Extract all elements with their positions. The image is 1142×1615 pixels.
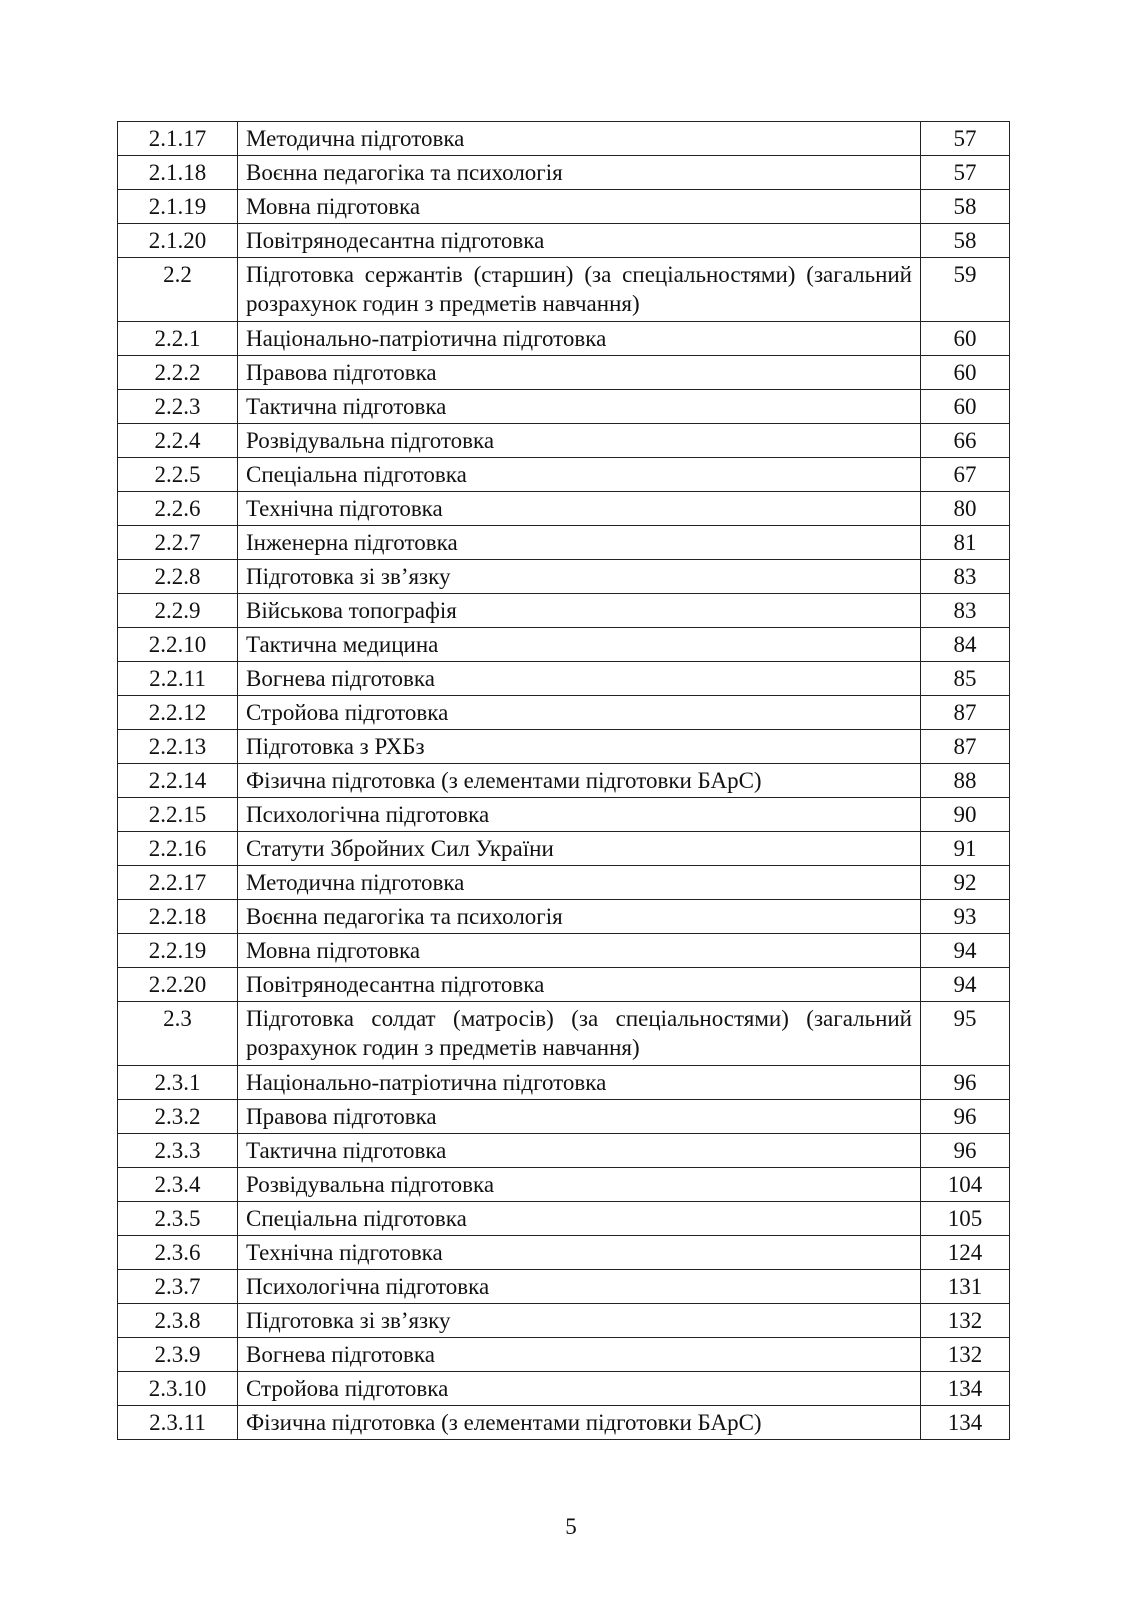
page-number: 5 [565,1514,577,1539]
section-title-cell: Розвідувальна підготовка [238,424,921,458]
section-number-cell: 2.3.11 [118,1406,238,1440]
table-row [118,322,1010,356]
section-number-cell: 2.2.11 [118,662,238,696]
section-title-cell: Військова топографія [238,594,921,628]
section-title-cell: Тактична підготовка [238,1134,921,1168]
section-number-cell: 2.2.6 [118,492,238,526]
section-number-cell: 2.3.6 [118,1236,238,1270]
table-row [118,224,1010,258]
section-number-cell: 2.3 [118,1002,238,1066]
table-row [118,1338,1010,1372]
page-number-cell: 81 [921,526,1010,560]
table-row [118,1202,1010,1236]
section-title-cell: Методична підготовка [238,122,921,156]
table-row [118,458,1010,492]
page-number-cell: 131 [921,1270,1010,1304]
page-number-cell: 94 [921,968,1010,1002]
table-row [118,258,1010,322]
section-title-cell: Правова підготовка [238,1100,921,1134]
table-row [118,968,1010,1002]
page-number-cell: 95 [921,1002,1010,1066]
section-title-cell: Правова підготовка [238,356,921,390]
page-number-cell: 58 [921,190,1010,224]
section-number-cell: 2.2.15 [118,798,238,832]
section-title-cell: Інженерна підготовка [238,526,921,560]
page-number-cell: 67 [921,458,1010,492]
page-number-cell: 124 [921,1236,1010,1270]
page-number-cell: 87 [921,696,1010,730]
section-number-cell: 2.1.17 [118,122,238,156]
section-title-cell: Підготовка з РХБз [238,730,921,764]
table-row [118,900,1010,934]
table-row [118,1134,1010,1168]
page-number-cell: 88 [921,764,1010,798]
section-number-cell: 2.1.20 [118,224,238,258]
page-number-cell: 96 [921,1134,1010,1168]
page-number-cell: 105 [921,1202,1010,1236]
section-number-cell: 2.2.8 [118,560,238,594]
section-title-cell: Національно-патріотична підготовка [238,322,921,356]
table-row [118,1372,1010,1406]
section-title-cell: Повітрянодесантна підготовка [238,968,921,1002]
section-title-cell: Підготовка сержантів (старшин) (за спеціальностями) (загальний розрахунок годин з предметів навчання) [238,258,921,322]
section-title-cell: Воєнна педагогіка та психологія [238,900,921,934]
section-number-cell: 2.2.12 [118,696,238,730]
page-number-cell: 85 [921,662,1010,696]
section-number-cell: 2.3.8 [118,1304,238,1338]
page-number-cell: 93 [921,900,1010,934]
section-title-cell: Мовна підготовка [238,934,921,968]
section-title-cell: Національно-патріотична підготовка [238,1066,921,1100]
section-title-cell: Мовна підготовка [238,190,921,224]
section-number-cell: 2.2.2 [118,356,238,390]
section-title-cell: Підготовка солдат (матросів) (за спеціальностями) (загальний розрахунок годин з предметів навчання) [238,1002,921,1066]
section-number-cell: 2.2.13 [118,730,238,764]
table-row [118,696,1010,730]
section-number-cell: 2.2.19 [118,934,238,968]
page-number-cell: 80 [921,492,1010,526]
section-number-cell: 2.2.10 [118,628,238,662]
section-title-cell: Психологічна підготовка [238,1270,921,1304]
page-number-cell: 94 [921,934,1010,968]
section-number-cell: 2.2.20 [118,968,238,1002]
table-row [118,390,1010,424]
table-row [118,492,1010,526]
table-row [118,934,1010,968]
section-title-cell: Тактична підготовка [238,390,921,424]
table-row [118,764,1010,798]
page-number-cell: 57 [921,122,1010,156]
page-number-cell: 60 [921,322,1010,356]
page-number-cell: 96 [921,1066,1010,1100]
section-number-cell: 2.2.18 [118,900,238,934]
section-number-cell: 2.3.4 [118,1168,238,1202]
section-number-cell: 2.3.1 [118,1066,238,1100]
table-row [118,424,1010,458]
table-row [118,1066,1010,1100]
table-row [118,1304,1010,1338]
section-number-cell: 2.2.17 [118,866,238,900]
table-row [118,594,1010,628]
section-number-cell: 2.3.5 [118,1202,238,1236]
page-number-cell: 83 [921,594,1010,628]
table-row [118,156,1010,190]
section-number-cell: 2.3.10 [118,1372,238,1406]
table-row [118,560,1010,594]
section-title-cell: Технічна підготовка [238,1236,921,1270]
section-title-cell: Статути Збройних Сил України [238,832,921,866]
table-row [118,662,1010,696]
section-title-cell: Технічна підготовка [238,492,921,526]
table-row [118,832,1010,866]
page-number-cell: 134 [921,1406,1010,1440]
table-row [118,1236,1010,1270]
section-number-cell: 2.2 [118,258,238,322]
page-number-cell: 87 [921,730,1010,764]
section-number-cell: 2.1.19 [118,190,238,224]
page-number-cell: 83 [921,560,1010,594]
page-number-cell: 58 [921,224,1010,258]
section-number-cell: 2.2.3 [118,390,238,424]
section-number-cell: 2.2.7 [118,526,238,560]
table-row [118,866,1010,900]
section-number-cell: 2.2.9 [118,594,238,628]
table-row [118,190,1010,224]
section-number-cell: 2.3.7 [118,1270,238,1304]
section-title-cell: Методична підготовка [238,866,921,900]
page-number-cell: 132 [921,1304,1010,1338]
page-number-cell: 104 [921,1168,1010,1202]
section-title-cell: Стройова підготовка [238,696,921,730]
page-number-cell: 59 [921,258,1010,322]
section-number-cell: 2.2.1 [118,322,238,356]
section-number-cell: 2.3.9 [118,1338,238,1372]
table-row [118,628,1010,662]
section-title-cell: Фізична підготовка (з елементами підготовки БАрС) [238,764,921,798]
section-number-cell: 2.2.5 [118,458,238,492]
page-number-cell: 90 [921,798,1010,832]
table-row [118,798,1010,832]
table-row [118,1406,1010,1440]
section-number-cell: 2.2.4 [118,424,238,458]
table-row [118,1100,1010,1134]
page-number-cell: 84 [921,628,1010,662]
table-row [118,526,1010,560]
toc-body [118,122,1010,1440]
page-number-cell: 132 [921,1338,1010,1372]
section-title-cell: Розвідувальна підготовка [238,1168,921,1202]
page-number-cell: 66 [921,424,1010,458]
page-number-cell: 92 [921,866,1010,900]
section-number-cell: 2.3.2 [118,1100,238,1134]
section-title-cell: Вогнева підготовка [238,1338,921,1372]
table-row [118,1002,1010,1066]
section-title-cell: Тактична медицина [238,628,921,662]
section-title-cell: Стройова підготовка [238,1372,921,1406]
section-title-cell: Психологічна підготовка [238,798,921,832]
table-row [118,1270,1010,1304]
page-number-cell: 60 [921,390,1010,424]
section-title-cell: Воєнна педагогіка та психологія [238,156,921,190]
page-number-cell: 96 [921,1100,1010,1134]
section-number-cell: 2.2.14 [118,764,238,798]
page-number-cell: 134 [921,1372,1010,1406]
section-title-cell: Спеціальна підготовка [238,458,921,492]
page-number-cell: 57 [921,156,1010,190]
section-title-cell: Підготовка зі зв’язку [238,1304,921,1338]
table-row [118,122,1010,156]
section-title-cell: Підготовка зі зв’язку [238,560,921,594]
section-title-cell: Вогнева підготовка [238,662,921,696]
section-title-cell: Повітрянодесантна підготовка [238,224,921,258]
page-number-cell: 60 [921,356,1010,390]
section-number-cell: 2.1.18 [118,156,238,190]
section-number-cell: 2.3.3 [118,1134,238,1168]
table-row [118,730,1010,764]
section-number-cell: 2.2.16 [118,832,238,866]
table-row [118,1168,1010,1202]
table-of-contents [117,121,1010,1440]
page-number-cell: 91 [921,832,1010,866]
section-title-cell: Спеціальна підготовка [238,1202,921,1236]
table-row [118,356,1010,390]
section-title-cell: Фізична підготовка (з елементами підготовки БАрС) [238,1406,921,1440]
